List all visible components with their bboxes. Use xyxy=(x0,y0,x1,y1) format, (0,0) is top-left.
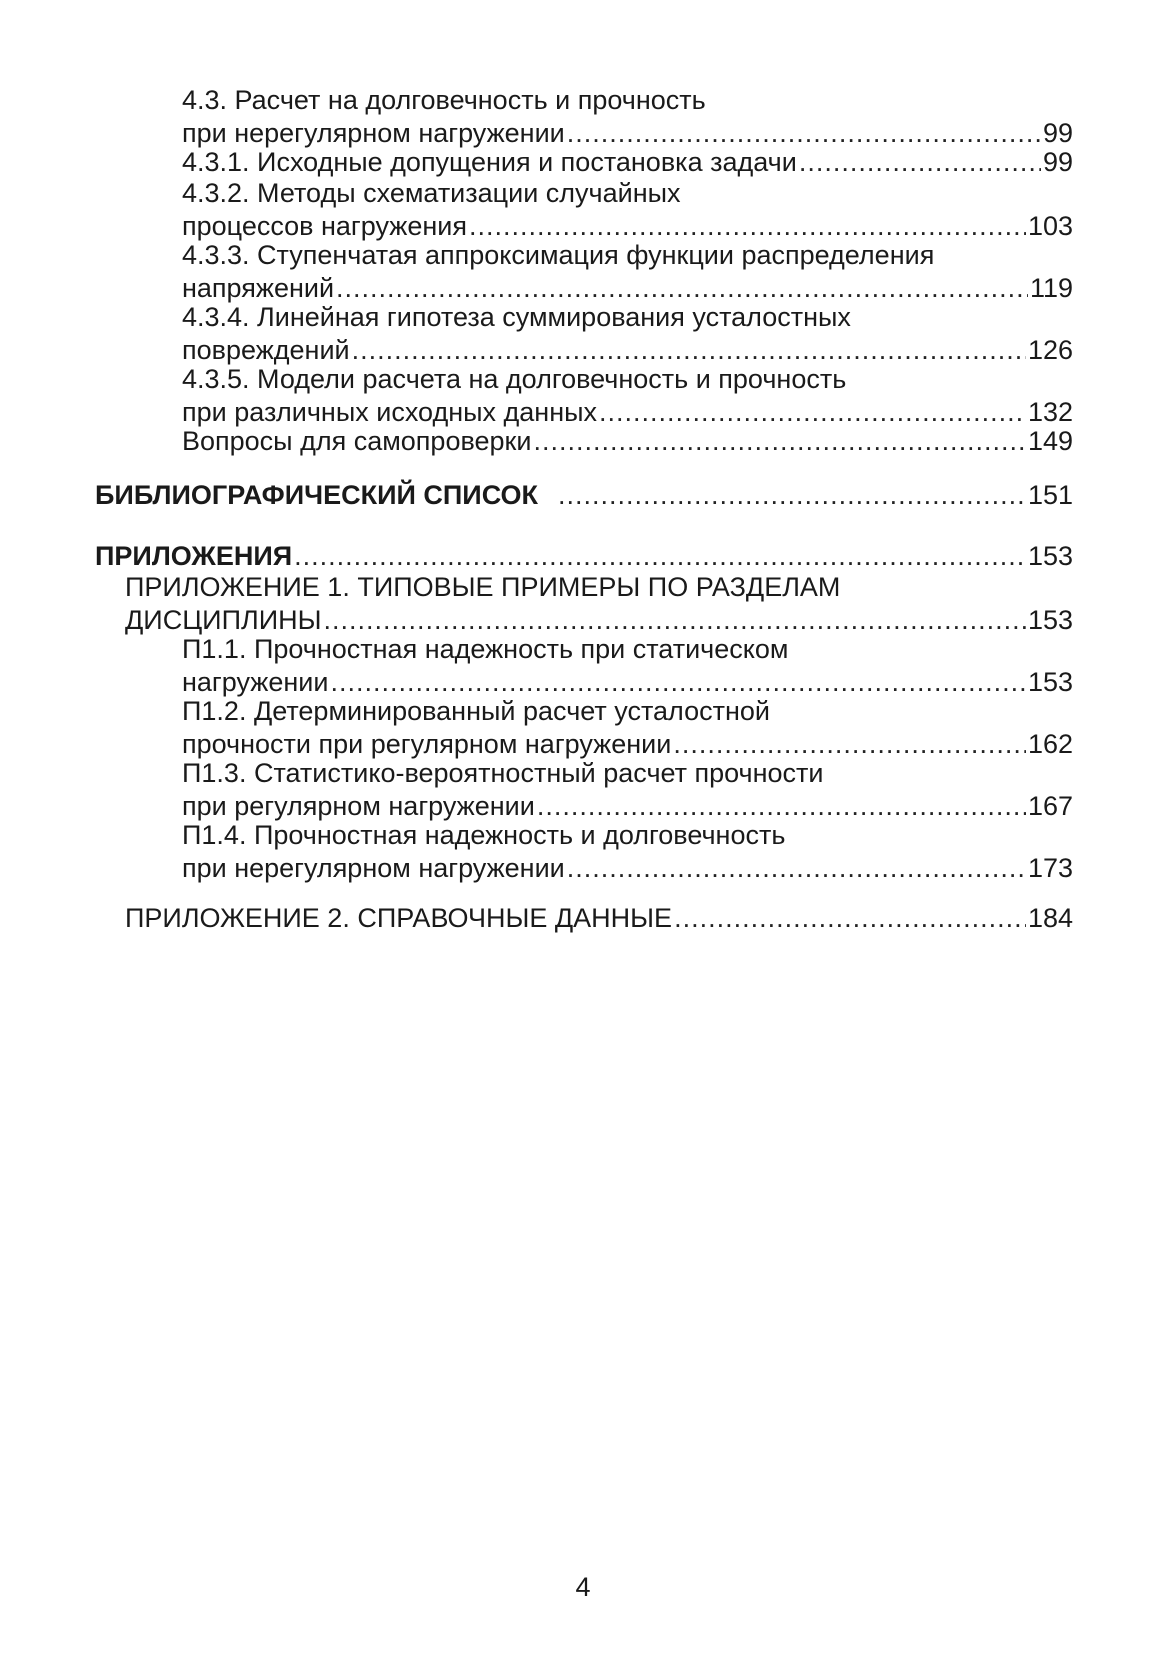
toc-page-number: 99 xyxy=(1042,118,1073,148)
toc-page-number: 149 xyxy=(1027,426,1073,456)
toc-entry-4-3[interactable] xyxy=(182,84,1073,150)
dot-leader xyxy=(799,146,1041,179)
toc-page-number: 184 xyxy=(1027,903,1073,933)
toc-page-number: 173 xyxy=(1027,853,1073,883)
toc-page-number: 151 xyxy=(1027,480,1073,510)
toc-entry-title-line: 4.3.2. Методы схематизации случайных xyxy=(182,178,681,208)
toc-entry-title-line: ДИСЦИПЛИНЫ xyxy=(125,605,322,635)
toc-entry-4-3-5[interactable] xyxy=(182,363,1073,429)
toc-page-number: 153 xyxy=(1027,541,1073,571)
toc-entry-p1-3[interactable] xyxy=(182,757,1073,823)
toc-entry-p1-4[interactable] xyxy=(182,819,1073,885)
toc-entry-title-line: при различных исходных данных xyxy=(182,397,598,427)
toc-entry-title-line: процессов нагружения xyxy=(182,211,467,241)
dot-leader xyxy=(674,902,1026,935)
toc-entry-p1-2[interactable] xyxy=(182,695,1073,761)
toc-entry-title-line: П1.3. Статистико-вероятностный расчет прочности xyxy=(182,758,824,788)
toc-entry-4-3-4[interactable] xyxy=(182,301,1073,367)
toc-entry-4-3-1[interactable] xyxy=(182,146,1073,179)
toc-page-number: 119 xyxy=(1029,273,1073,303)
toc-entry-title-line: 4.3.3. Ступенчатая аппроксимация функции распределения xyxy=(182,240,935,270)
toc-entry-title-line: П1.4. Прочностная надежность и долговечность xyxy=(182,820,786,850)
toc-entry-title-line: Вопросы для самопроверки xyxy=(182,426,532,456)
toc-entry-4-3-2[interactable] xyxy=(182,177,1073,243)
page-number: 4 xyxy=(575,1572,591,1602)
dot-leader xyxy=(558,479,1026,512)
dot-leader xyxy=(294,540,1026,573)
toc-page-number: 162 xyxy=(1027,729,1073,759)
toc-entry-title-line: П1.1. Прочностная надежность при статическом xyxy=(182,634,789,664)
toc-entry-appendix-1[interactable] xyxy=(125,571,1073,637)
toc-entry-title-line: напряжений xyxy=(182,273,335,303)
toc-entry-appendix-2[interactable] xyxy=(125,902,1073,935)
toc-entry-title-line: повреждений xyxy=(182,335,350,365)
toc-entry-bibliography[interactable] xyxy=(95,479,1073,512)
toc-entry-title-line: П1.2. Детерминированный расчет усталостной xyxy=(182,696,770,726)
toc-entry-appendices[interactable] xyxy=(95,540,1073,573)
toc-entry-title-line: 4.3. Расчет на долговечность и прочность xyxy=(182,85,706,115)
toc-page-number: 99 xyxy=(1042,147,1073,177)
toc-entry-title-line: 4.3.5. Модели расчета на долговечность и прочность xyxy=(182,364,847,394)
toc-entry-title-line: ПРИЛОЖЕНИЕ 1. ТИПОВЫЕ ПРИМЕРЫ ПО РАЗДЕЛАМ xyxy=(125,572,841,602)
toc-entry-title-line: 4.3.4. Линейная гипотеза суммирования усталостных xyxy=(182,302,851,332)
toc-entry-title-line: прочности при регулярном нагружении xyxy=(182,729,672,759)
toc-entry-title-line: ПРИЛОЖЕНИЕ 2. СПРАВОЧНЫЕ ДАННЫЕ xyxy=(125,903,673,933)
toc-entry-p1-1[interactable] xyxy=(182,633,1073,699)
toc-page-number: 153 xyxy=(1027,667,1073,697)
toc-entry-4-3-3[interactable] xyxy=(182,239,1073,305)
dot-leader xyxy=(533,425,1026,458)
toc-entry-title-line: ПРИЛОЖЕНИЯ xyxy=(95,541,293,571)
toc-page-number: 153 xyxy=(1027,605,1073,635)
toc-entry-title-line: при нерегулярном нагружении xyxy=(182,118,565,148)
toc-page-number: 103 xyxy=(1027,211,1073,241)
toc-entry-title-line: при нерегулярном нагружении xyxy=(182,853,565,883)
toc-page-number: 126 xyxy=(1027,335,1073,365)
toc-entry-title-line: БИБЛИОГРАФИЧЕСКИЙ СПИСОК xyxy=(95,480,539,510)
toc-page-number: 132 xyxy=(1027,397,1073,427)
toc-entry-title-line: нагружении xyxy=(182,667,329,697)
toc-entry-title-line: 4.3.1. Исходные допущения и постановка задачи xyxy=(182,147,797,177)
toc-entry-title-line: при регулярном нагружении xyxy=(182,791,535,821)
toc-entry-questions[interactable] xyxy=(182,425,1073,458)
dot-leader xyxy=(567,852,1026,885)
toc-page-number: 167 xyxy=(1027,791,1073,821)
